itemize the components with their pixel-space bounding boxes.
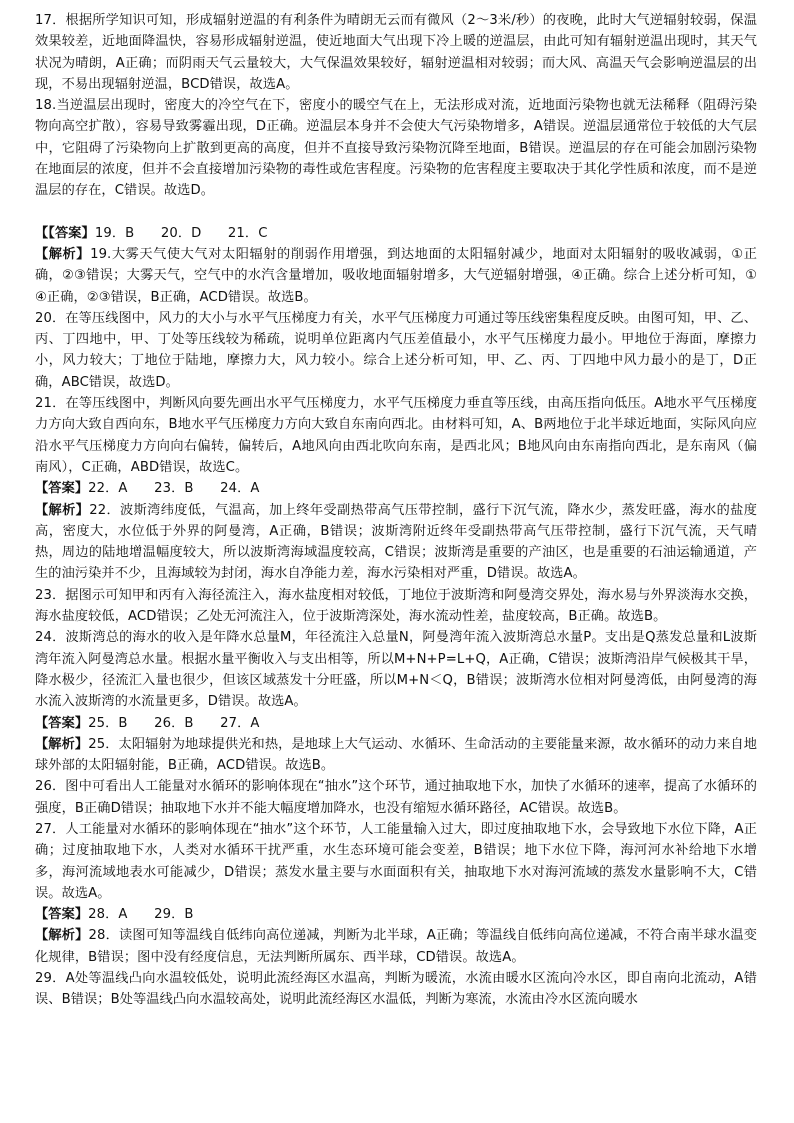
analysis-21: 21．在等压线图中，判断风向要先画出水平气压梯度力，水平气压梯度力垂直等压线，由高压指向低压。A地水平气压梯度力方向大致自西向东，B地水平气压梯度力方向大致自东南向西北。由材料可知，A、B两地位于北半球近地面，实际风向应沿水平气压梯度力方向向右偏转，偏转后，A地风向由西北吹向东南，是西北风；B地风向由东南指向西北，是东南风（偏南风），C正确，ABD错误，故选C。 (35, 396, 757, 475)
answer-page (35, 10, 757, 1011)
analysis-label: 【解析】 (35, 502, 90, 518)
analysis-label: 【解析】 (35, 736, 89, 752)
analysis-text: 22．波斯湾纬度低，气温高，加上终年受副热带高气压带控制，盛行下沉气流，降水少，蒸发旺盛，海水的盐度高，密度大，水位低于外界的阿曼湾，A正确，B错误；波斯湾附近终年受副热带高气压带控制，盛行下沉气流，天气晴热，周边的陆地增温幅度较大，所以波斯湾海域温度较高，C错误；波斯湾是重要的产油区，也是重要的石油运输通道，产生的油污染并不少，且海域较为封闭，海水自净能力差，海水污染相对严重，D错误。故选A。 (35, 502, 757, 582)
analysis-19 (35, 244, 757, 308)
analysis-22 (35, 500, 757, 585)
analysis-20: 20．在等压线图中，风力的大小与水平气压梯度力有关，水平气压梯度力可通过等压线密集程度反映。由图可知，甲、乙、丙、丁四地中，甲、丁处等压线较为稀疏，说明单位距离内气压差值最小，水平气压梯度力最小。甲地位于海面，摩擦力小，风力较大；丁地位于陆地，摩擦力大，风力较小。综合上述分析可知，甲、乙、丙、丁四地中风力最小的是丁，D正确，ABC错误，故选D。 (35, 310, 757, 390)
analysis-text: 25．太阳辐射为地球提供光和热，是地球上大气运动、水循环、生命活动的主要能量来源，故水循环的动力来自地球外部的太阳辐射能，B正确，ACD错误。故选B。 (35, 736, 757, 774)
answer-key-28-29 (35, 904, 757, 925)
analysis-23: 23．据图示可知甲和丙有入海径流注入，海水盐度相对较低，丁地位于波斯湾和阿曼湾交界处，海水易与外界淡海水交换，海水盐度较低，ACD错误；乙处无河流注入，位于波斯湾深处，海水流动性差，盐度较高，B正确。故选B。 (35, 587, 757, 625)
analysis-25 (35, 734, 757, 777)
analysis-text: 28．读图可知等温线自低纬向高位递减，判断为北半球，A正确；等温线自低纬向高位递减，不符合南半球水温变化规律，B错误；图中没有经度信息，无法判断所属东、西半球，CD错误。故选A。 (35, 928, 757, 965)
answer-key-19-21 (35, 223, 757, 244)
analysis-label: 【解析】 (35, 928, 89, 944)
answer-17: 17．根据所学知识可知，形成辐射逆温的有利条件为晴朗无云而有微风（2～3米/秒）的夜晚，此时大气逆辐射较弱，保温效果较差，近地面降温快，容易形成辐射逆温，使近地面大气出现下冷上暖的逆温层，由此可知有辐射逆温出现时，其天气状况为晴朗，A正确；而阴雨天气云量较大，大气保温效果较好，辐射逆温相对较弱；而大风、高温天气会影响逆温层的出现，不易出现辐射逆温，BCD错误，故选A。 (35, 13, 757, 92)
answer-18: 18.当逆温层出现时，密度大的冷空气在下，密度小的暖空气在上，无法形成对流，近地面污染物也就无法稀释（阻碍污染物向高空扩散），容易导致雾霾出现，D正确。逆温层本身并不会使大气污染物增多，A错误。逆温层通常位于较低的大气层中，它阻碍了污染物向上扩散到更高的高度，但并不直接导致污染物沉降至地面，B错误。逆温层的存在可能会加剧污染物在地面层的浓度，但并不会直接增加污染物的毒性或危害程度。污染物的危害程度主要取决于其化学性质和浓度，而不是逆温层的存在，C错误。故选D。 (35, 98, 757, 199)
analysis-text: 19.大雾天气使大气对太阳辐射的削弱作用增强，到达地面的太阳辐射减少，地面对太阳辐射的吸收减弱，①正确，②③错误；大雾天气，空气中的水汽含量增加，吸收地面辐射增多，大气逆辐射增强，④正确。综合上述分析可知，①④正确，②③错误，B正确，ACD错误。故选B。 (35, 246, 757, 305)
analysis-24: 24．波斯湾总的海水的收入是年降水总量M，年径流注入总量N，阿曼湾年流入波斯湾总水量P。支出是Q蒸发总量和L波斯湾年流入阿曼湾总水量。根据水量平衡收入与支出相等，所以M+N+P=L+Q，A正确，C错误；波斯湾沿岸气候极其干旱，降水极少，径流汇入量也很少，但该区域蒸发十分旺盛，所以M+N＜Q，B错误；波斯湾水位相对阿曼湾低，由阿曼湾的海水流入波斯湾的水流量更多，D错误。故选A。 (35, 630, 757, 710)
answer-label: 【【答案】 (35, 225, 95, 241)
analysis-28 (35, 925, 757, 968)
answer-label: 【答案】 (35, 715, 89, 731)
answer-values: 25．B 26．B 27．A (88, 715, 260, 731)
answer-values: 19．B 20．D 21．C (94, 225, 268, 241)
analysis-label: 【解析】 (35, 246, 91, 262)
analysis-29: 29．A处等温线凸向水温较低处，说明此流经海区水温高，判断为暖流，水流由暖水区流向冷水区，即自南向北流动，A错误、B错误；B处等温线凸向水温较高处，说明此流经海区水温低，判断为寒流，水流由冷水区流向暖水 (35, 971, 757, 1008)
analysis-26: 26．图中可看出人工能量对水循环的影响体现在“抽水”这个环节，通过抽取地下水，加快了水循环的速率，提高了水循环的强度，B正确D错误；抽取地下水并不能大幅度增加降水，也没有缩短水循环路径，AC错误。故选B。 (35, 779, 757, 816)
answer-values: 22．A 23．B 24．A (88, 481, 260, 497)
answer-label: 【答案】 (35, 907, 89, 923)
answer-key-25-27 (35, 713, 757, 734)
answer-label: 【答案】 (35, 481, 89, 497)
analysis-27: 27．人工能量对水循环的影响体现在“抽水”这个环节，人工能量输入过大，即过度抽取地下水，会导致地下水位下降，A正确；过度抽取地下水，人类对水循环干扰严重，水生态环境可能会变差，B错误；地下水位下降，海河河水补给地下水增多，海河流域地表水可能减少，D错误；蒸发水量主要与水面面积有关，抽取地下水对海河流域的蒸发水量影响不大，C错误。故选A。 (35, 821, 757, 901)
answer-values: 28．A 29．B (88, 907, 194, 923)
answer-key-22-24 (35, 478, 757, 499)
blank-line (35, 202, 757, 223)
